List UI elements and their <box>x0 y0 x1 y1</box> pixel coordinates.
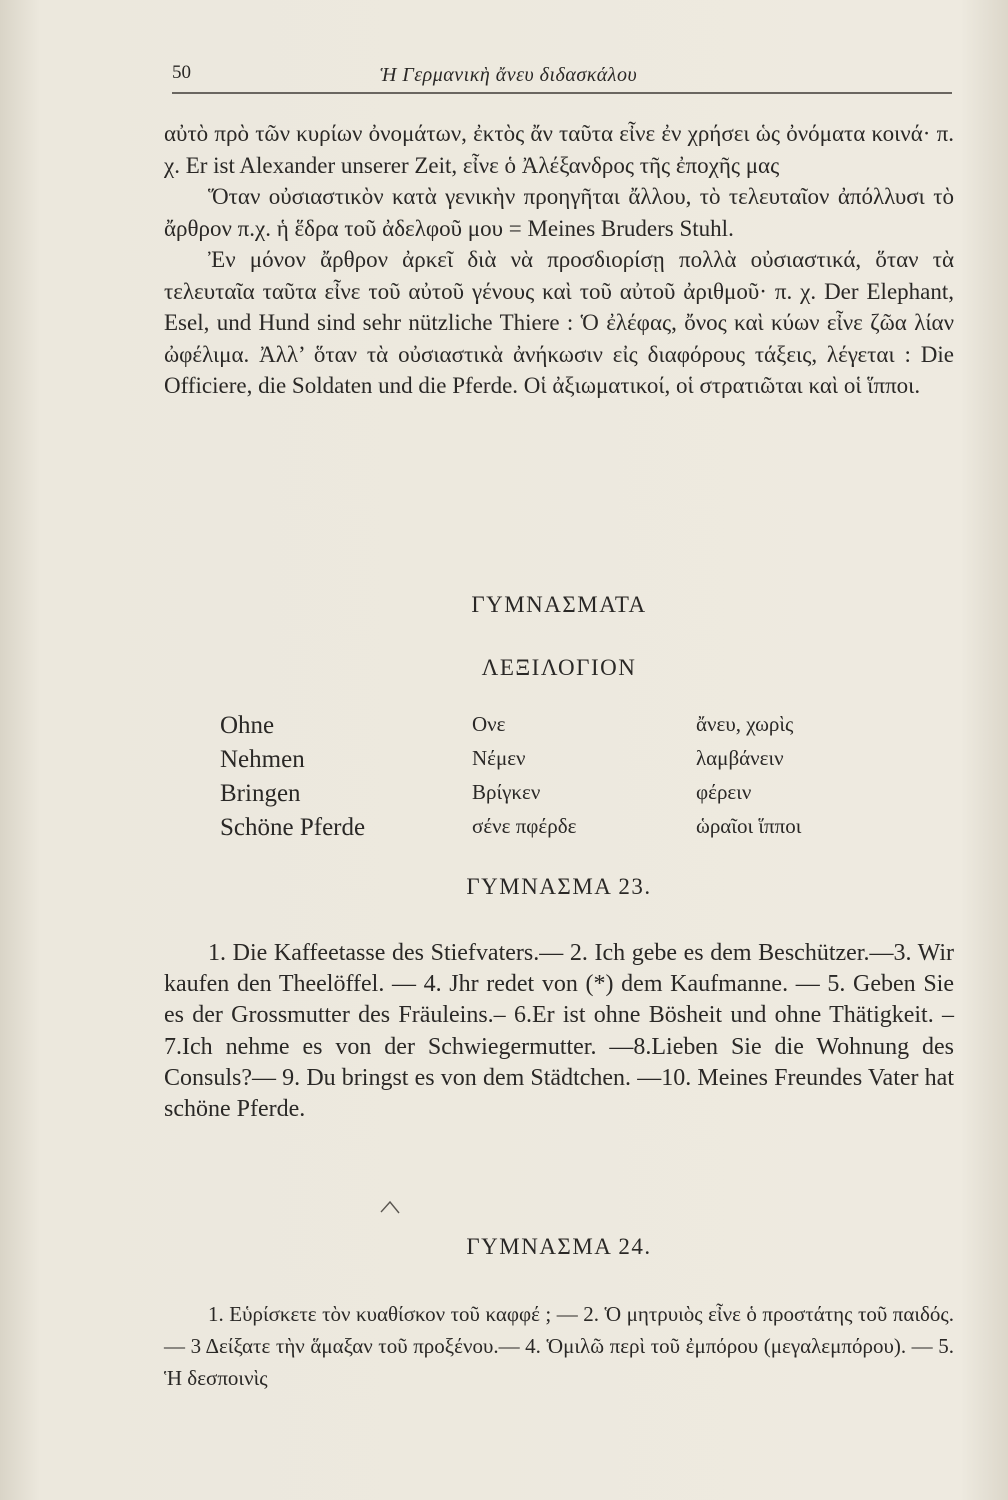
exercise-24-title: ΓΥΜΝΑΣΜΑ 24. <box>466 1234 652 1259</box>
greek-meaning: λαμβάνειν <box>696 746 784 770</box>
vocabulary-row <box>220 780 960 814</box>
exercise-paragraph: 1. Die Kaffeetasse des Stiefvaters.— 2. Ich gebe es dem Beschützer.—3. Wir kaufen den Theelöffel. — 4. Jhr redet von (*) dem Kaufmanne. — 5. Geben Sie es der Grossmutter des Fräuleins.– 6.Er ist ohne Bösheit und ohne Thätigkeit. –7.Ich nehme es von der Schwiegermutter. —8.Lieben Sie die Wohnung des Consuls?— 9. Du bringst es von dem Städtchen. —10. Meines Freundes Vater hat schöne Pferde. <box>164 940 954 1123</box>
exercise-24-text <box>164 1298 954 1394</box>
pronunciation: Νέμεν <box>472 746 526 770</box>
german-word: Nehmen <box>220 746 305 773</box>
vocabulary-title: ΛΕΞΙΛΟΓΙΟΝ <box>481 655 637 680</box>
running-title: Ἡ Γερμανικὴ ἄνευ διδασκάλου <box>380 64 638 86</box>
header-rule <box>172 92 952 94</box>
vocabulary-table <box>220 712 960 848</box>
paragraph: αὐτὸ πρὸ τῶν κυρίων ὀνομάτων, ἐκτὸς ἄν ταῦτα εἶνε ἐν χρήσει ὡς ὀνόματα κοινά· π. χ. Er ist Alexander unserer Zeit, εἶνε ὁ Ἀλέξανδρος τῆς ἐποχῆς μας <box>164 121 954 178</box>
vocabulary-row <box>220 712 960 746</box>
pronunciation: Βρίγκεν <box>472 780 541 804</box>
exercise-23-title: ΓΥΜΝΑΣΜΑ 23. <box>466 874 652 899</box>
exercise-23-text <box>164 938 954 1125</box>
german-word: Ohne <box>220 712 275 739</box>
vocabulary-row <box>220 746 960 780</box>
page-header <box>168 58 958 94</box>
greek-meaning: ἄνευ, χωρὶς <box>696 712 794 736</box>
german-word: Schöne Pferde <box>220 814 366 841</box>
paragraph: Ἐν μόνον ἄρθρον ἀρκεῖ διὰ νὰ προσδιορίσῃ πολλὰ οὐσιαστικά, ὅταν τὰ τελευταῖα ταῦτα εἶνε τοῦ αὐτοῦ γένους καὶ τοῦ αὐτοῦ ἀριθμοῦ· π. χ. Der Elephant, Esel, und Hund sind sehr nützliche Thiere : Ὁ ἐλέφας, ὄνος καὶ κύων εἶνε ζῶα λίαν ὠφέλιμα. Ἀλλ’ ὅταν τὰ οὐσιαστικὰ ἀνήκωσιν εἰς διαφόρους τάξεις, λέγεται : Die Officiere, die Soldaten und die Pferde. Οἱ ἀξιωματικοί, οἱ στρατιῶται καὶ οἱ ἵπποι. <box>164 247 954 398</box>
section-title: ΓΥΜΝΑΣΜΑΤΑ <box>471 592 647 617</box>
vocabulary-row <box>220 814 960 848</box>
german-word: Bringen <box>220 780 301 807</box>
pronunciation: σένε πφέρδε <box>472 814 577 838</box>
page-number: 50 <box>172 62 191 83</box>
pronunciation: Ονε <box>472 712 506 736</box>
exercise-paragraph: 1. Εὑρίσκετε τὸν κυαθίσκον τοῦ καφφέ ; — 2. Ὁ μητρυιὸς εἶνε ὁ προστάτης τοῦ παιδός.— 3 Δείξατε τὴν ἅμαξαν τοῦ προξένου.— 4. Ὁμιλῶ περὶ τοῦ ἐμπόρου (μεγαλεμπόρου). — 5. Ἡ δεσποινὶς <box>164 1302 954 1390</box>
greek-meaning: ὡραῖοι ἵπποι <box>696 814 802 838</box>
ink-mark <box>380 1200 400 1214</box>
greek-meaning: φέρειν <box>696 780 752 804</box>
paragraph: Ὅταν οὐσιαστικὸν κατὰ γενικὴν προηγῆται ἄλλου, τὸ τελευταῖον ἀπόλλυσι τὸ ἄρθρον π.χ. ἡ ἕδρα τοῦ ἀδελφοῦ μου = Meines Bruders Stuhl. <box>164 184 954 241</box>
grammar-text <box>164 118 954 402</box>
